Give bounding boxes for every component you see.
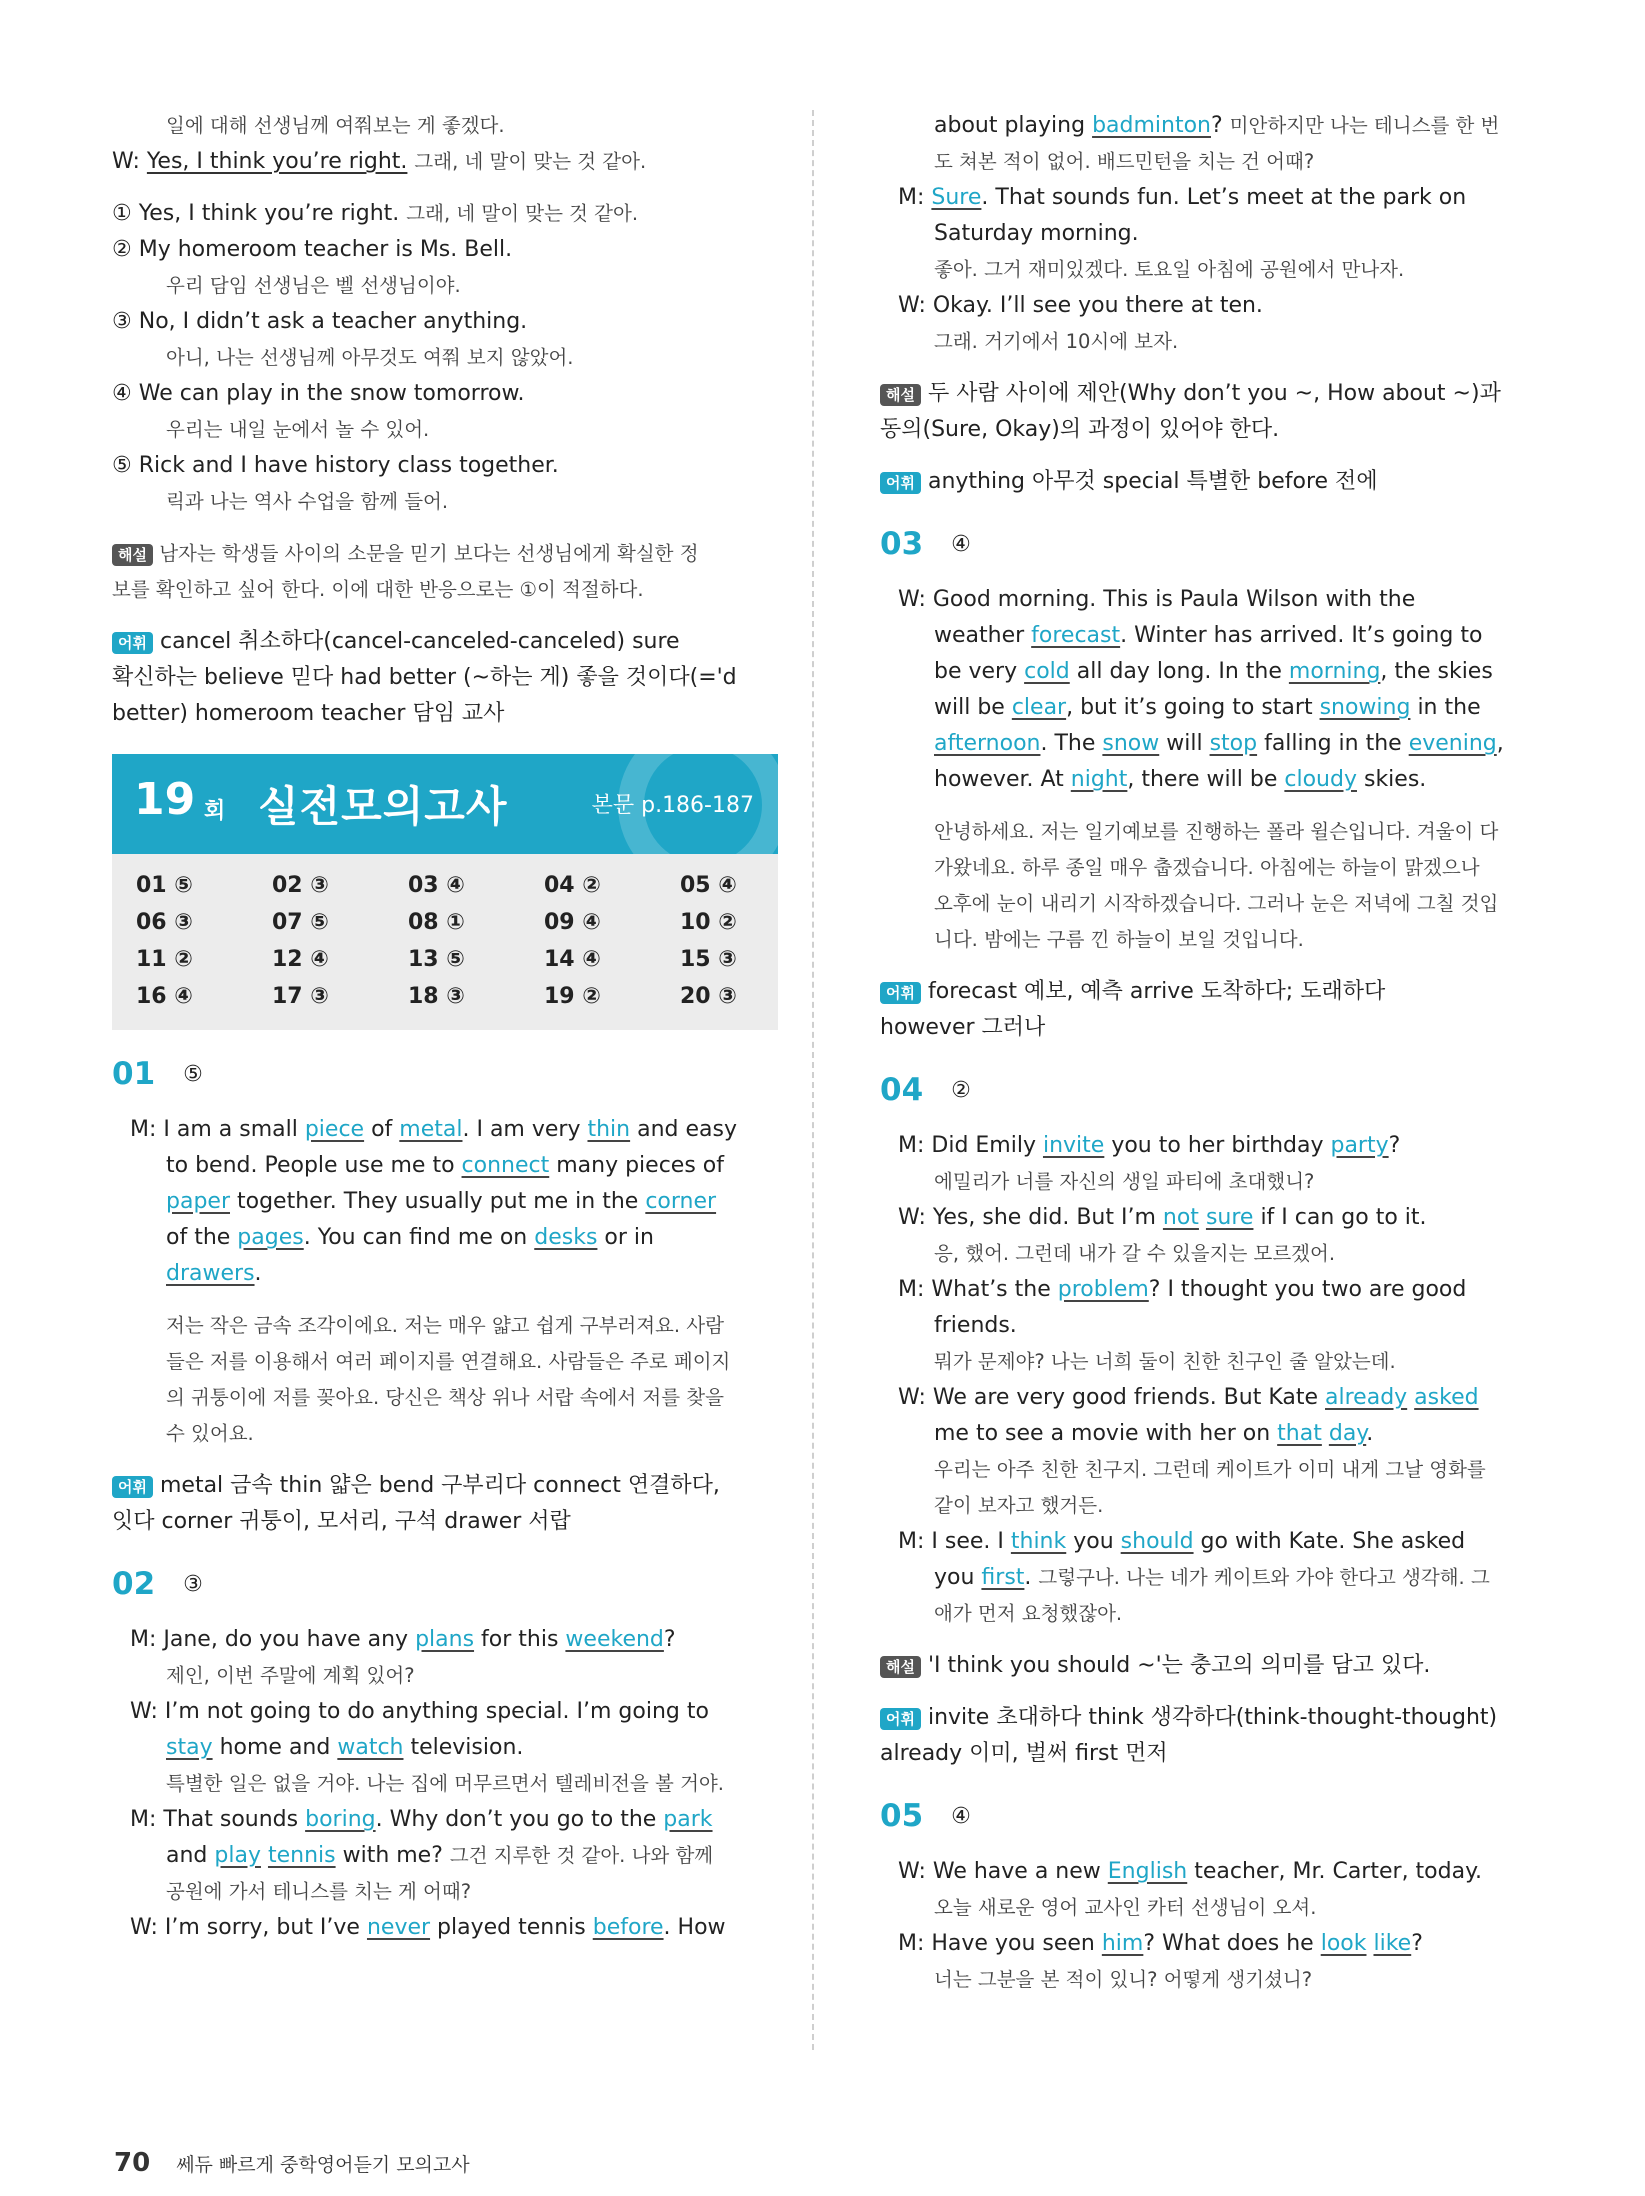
column-divider <box>812 110 814 2050</box>
question-05-script: W: We have a new English teacher, Mr. Carter, today. 오늘 새로운 영어 교사인 카터 선생님이 오셔. M: Have you seen him? What does he look like? 너는 그분을 본 적이 있니? 어떻게 생기셨니? <box>898 1859 1482 1991</box>
question-02-explanation: 해설 두 사람 사이에 제안(Why don’t you ~, How about ~)과 동의(Sure, Okay)의 과정이 있어야 한다. <box>880 381 1501 442</box>
explain-badge: 해설 <box>112 544 153 566</box>
answer-cell: 09 ④ <box>544 910 601 935</box>
answer-cell: 19 ② <box>544 984 601 1009</box>
question-03-header: 03 ④ <box>880 526 971 562</box>
vocab-badge: 어휘 <box>112 632 153 654</box>
right-column: about playing badminton? 미안하지만 나는 테니스를 한 번 도 쳐본 적이 없어. 배드민턴을 치는 건 어때? M: Sure. That sounds fun. Let’s meet at the park on Saturday morning. 좋아. 그거 재미있겠다. 토요일 아침에 공원에서 만나자. W: Okay. I’ll see you there at ten. 그래. 거기에서 10시에 보자. 해설 두 사람 사이에 제안(Why don’t you ~, How about ~)과 동의(Sure, Okay)의 과정이 있어야 한다. 어휘 anything 아무것 special 특별한 before 전에 03 ④ W: Good morning. This is Paula Wilson with the weather forecast. Winter has arrived. It’s going to be very cold all day long. In the morning, the skies will be clear, but it’s going to start snowing in the afternoon. The snow will stop falling in the evening, however. At night, there will be cloudy skies. 안녕하세요. 저는 일기예보를 진행하는 폴라 윌슨입니다. 겨울이 다 가왔네요. 하루 종일 매우 춥겠습니다. 아침에는 하늘이 맑겠으나 오후에 눈이 내리기 시작하겠습니다. 그러나 눈은 저녁에 그칠 것입 니다. 밤에는 구름 낀 하늘이 보일 것입니다. 어휘 forecast 예보, 예측 arrive 도착하다; 도래하다 however 그러나 04 ② M: Did Emily invite you to her birthday party? 에밀리가 너를 자신의 생일 파티에 초대했니? W: Yes, she did. But I’m not sure if I can go to it. 응, 했어. 그런데 내가 갈 수 있을지는 모르겠어. M: What’s the problem? I thought you two are good friends. 뭐가 문제야? 나는 너희 둘이 친한 친구인 줄 알았는데. W: We are very good friends. But Kate already asked me to see a movie with her on that day. 우리는 아주 친한 친구지. 그런데 케이트가 이미 내게 그날 영화를 같이 보자고 했거든. M: I see. I think you should go with Kate. She asked you first. 그렇구나. 나는 네가 케이트와 가야 한다고 생각해. 그 애가 먼저 요청했잖아. 해설 'I think you should ~'는 충고의 의미를 담고 있다. 어휘 invite 초대하다 think 생각하다(think-thought-thought) already 이미, 벌써 first 먼저 05 ④ W: We have a new English teacher, Mr. Carter, today. 오늘 새로운 영어 교사인 카터 선생님이 오셔. M: Have you seen him? What does he look like? 너는 그분을 본 적이 있니? 어떻게 생기셨니? <box>880 108 1520 1998</box>
answer-cell: 08 ① <box>408 910 465 935</box>
page-number: 70 <box>114 2148 151 2178</box>
book-title: 쎄듀 빠르게 중학영어듣기 모의고사 <box>176 2154 470 2176</box>
option-4-korean: 우리는 내일 눈에서 놀 수 있어. <box>166 418 430 441</box>
question-04-explanation: 해설 'I think you should ~'는 충고의 의미를 담고 있다. <box>880 1648 1520 1684</box>
page-reference: 본문 p.186-187 <box>591 793 754 818</box>
answer-cell: 03 ④ <box>408 873 465 898</box>
question-04-script: M: Did Emily invite you to her birthday party? 에밀리가 너를 자신의 생일 파티에 초대했니? W: Yes, she did. But I’m not sure if I can go to it. 응, 했어. 그런데 내가 갈 수 있을지는 모르겠어. M: What’s the problem? I thought you two are good friends. 뭐가 문제야? 나는 너희 둘이 친한 친구인 줄 알았는데. W: We are very good friends. But Kate already asked me to see a movie with her on that day. 우리는 아주 친한 친구지. 그런데 케이트가 이미 내게 그날 영화를 같이 보자고 했거든. M: I see. I think you should go with Kate. She asked you first. 그렇구나. 나는 네가 케이트와 가야 한다고 생각해. 그 애가 먼저 요청했잖아. <box>898 1133 1490 1625</box>
question-02-script: M: Jane, do you have any plans for this weekend? 제인, 이번 주말에 계획 있어? W: I’m not going to do anything special. I’m going to stay home and watch television. 특별한 일은 없을 거야. 나는 집에 머무르면서 텔레비전을 볼 거야. M: That sounds boring. Why don’t you go to the park and play tennis with me? 그건 지루한 것 같아. 나와 함께 공원에 가서 테니스를 치는 게 어때? W: I’m sorry, but I’ve never played tennis before. How <box>130 1627 726 1940</box>
answer-cell: 16 ④ <box>136 984 193 1009</box>
question-03-vocab: 어휘 forecast 예보, 예측 arrive 도착하다; 도래하다 however 그러나 <box>880 979 1386 1040</box>
test-banner: 19 회 실전모의고사 본문 p.186-187 <box>112 754 778 854</box>
answer-cell: 11 ② <box>136 947 193 972</box>
question-03-script: W: Good morning. This is Paula Wilson with the weather forecast. Winter has arrived. It’s going to be very cold all day long. In the morning, the skies will be clear, but it’s going to start snowing in the afternoon. The snow will stop falling in the evening, however. At night, there will be cloudy skies. <box>898 587 1504 792</box>
option-5-korean: 릭과 나는 역사 수업을 함께 들어. <box>166 490 449 513</box>
answer-key-grid <box>112 854 778 1030</box>
left-column <box>112 108 780 1946</box>
intro-korean: 일에 대해 선생님께 여쭤보는 게 좋겠다. <box>166 114 505 137</box>
vocab-block: 어휘 cancel 취소하다(cancel-canceled-canceled) sure 확신하는 believe 믿다 had better (~하는 게) 좋을 것이다(='d better) homeroom teacher 담임 교사 <box>112 629 737 726</box>
question-04-vocab: 어휘 invite 초대하다 think 생각하다(think-thought-thought) already 이미, 벌써 first 먼저 <box>880 1705 1498 1766</box>
answer-cell: 17 ③ <box>272 984 329 1009</box>
answer-cell: 10 ② <box>680 910 737 935</box>
question-02-vocab: 어휘 anything 아무것 special 특별한 before 전에 <box>880 464 1520 500</box>
answer-cell: 07 ⑤ <box>272 910 329 935</box>
question-01-vocab: 어휘 metal 금속 thin 얇은 bend 구부리다 connect 연결하다, 잇다 corner 귀퉁이, 모서리, 구석 drawer 서랍 <box>112 1473 720 1534</box>
question-04-header: 04 ② <box>880 1072 971 1108</box>
question-01-translation: 저는 작은 금속 조각이에요. 저는 매우 얇고 쉽게 구부러져요. 사람 들은 저를 이용해서 여러 페이지를 연결해요. 사람들은 주로 페이지 의 귀퉁이에 저를 꽂아요. 당신은 책상 위나 서랍 속에서 저를 찾을 수 있어요. <box>166 1314 731 1445</box>
answer-cell: 18 ③ <box>408 984 465 1009</box>
option-3-korean: 아니, 나는 선생님께 아무것도 여쭤 보지 않았어. <box>166 346 574 369</box>
options-list <box>112 196 780 520</box>
option-2-korean: 우리 담임 선생님은 벨 선생님이야. <box>166 274 461 297</box>
question-05-header: 05 ④ <box>880 1798 971 1834</box>
page-footer <box>114 2148 470 2178</box>
option-1: ① Yes, I think you’re right. 그래, 네 말이 맞는 것 같아. <box>112 201 639 226</box>
explanation-block: 해설 남자는 학생들 사이의 소문을 믿기 보다는 선생님에게 확실한 정 보를 확인하고 싶어 한다. 이에 대한 반응으로는 ①이 적절하다. <box>112 542 699 601</box>
answer-cell: 02 ③ <box>272 873 329 898</box>
question-03-translation: 안녕하세요. 저는 일기예보를 진행하는 폴라 윌슨입니다. 겨울이 다 가왔네요. 하루 종일 매우 춥겠습니다. 아침에는 하늘이 맑겠으나 오후에 눈이 내리기 시작하겠습니다. 그러나 눈은 저녁에 그칠 것입 니다. 밤에는 구름 낀 하늘이 보일 것입니다. <box>934 820 1499 951</box>
answer-cell: 15 ③ <box>680 947 737 972</box>
answer-cell: 05 ④ <box>680 873 737 898</box>
question-01-header: 01 ⑤ <box>112 1056 203 1092</box>
option-4: ④ We can play in the snow tomorrow. <box>112 381 525 406</box>
question-02-header: 02 ③ <box>112 1566 203 1602</box>
answer-cell: 06 ③ <box>136 910 193 935</box>
answer-cell: 12 ④ <box>272 947 329 972</box>
question-01-script: M: I am a small piece of metal. I am very thin and easy to bend. People use me to connect many pieces of paper together. They usually put me in the corner of the pages. You can find me on desks or in drawers. <box>130 1117 737 1286</box>
test-number: 19 <box>134 774 196 825</box>
option-3: ③ No, I didn’t ask a teacher anything. <box>112 309 528 334</box>
answer-cell: 04 ② <box>544 873 601 898</box>
answer-cell: 01 ⑤ <box>136 873 193 898</box>
test-title: 실전모의고사 <box>258 782 508 831</box>
option-5: ⑤ Rick and I have history class together. <box>112 453 559 478</box>
answer-cell: 13 ⑤ <box>408 947 465 972</box>
option-2: ② My homeroom teacher is Ms. Bell. <box>112 237 513 262</box>
dialogue-line: W: Yes, I think you’re right. 그래, 네 말이 맞는 것 같아. <box>112 149 647 174</box>
answer-cell: 14 ④ <box>544 947 601 972</box>
answer-cell: 20 ③ <box>680 984 737 1009</box>
